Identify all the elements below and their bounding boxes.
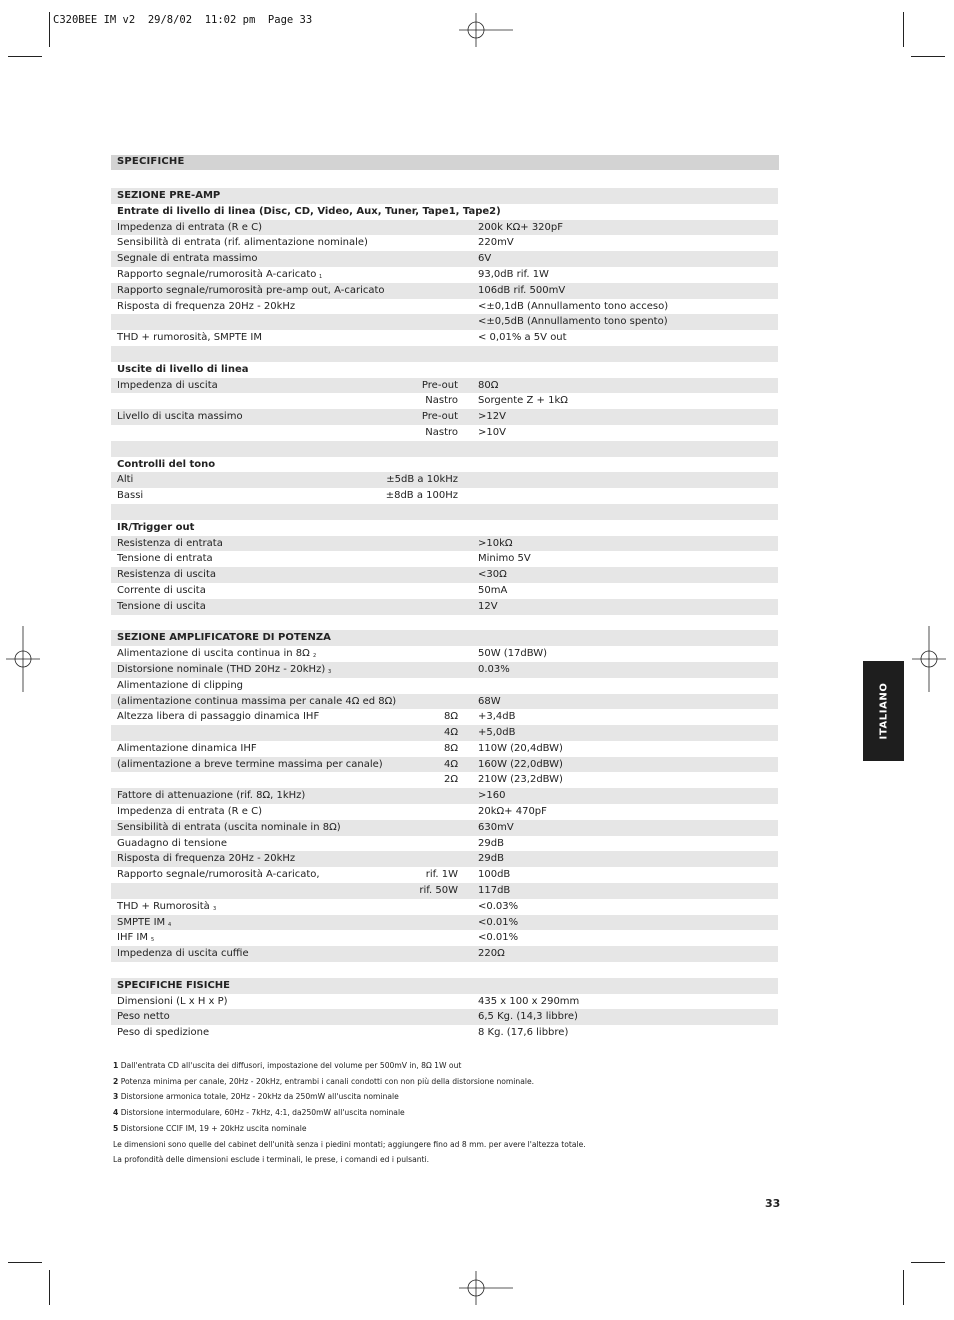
spec-row xyxy=(111,694,778,710)
spec-value: 6,5 Kg. (14,3 libbre) xyxy=(478,1011,578,1023)
spec-row xyxy=(111,235,778,251)
footnote-ref: 5 xyxy=(151,937,155,944)
spacer-row xyxy=(111,346,778,362)
footnote-number: 3 xyxy=(113,1092,119,1102)
spec-row xyxy=(111,488,778,504)
spec-row xyxy=(111,994,778,1010)
footnote-text: Le dimensioni sono quelle del cabinet dell'unità senza i piedini montati; aggiungere fino ad 8 mm. per avere l'altezza totale. xyxy=(113,1139,586,1149)
spec-value: +3,4dB xyxy=(478,711,516,723)
spec-value: <0.01% xyxy=(478,932,519,944)
footnote-text: Distorsione armonica totale, 20Hz - 20kHz da 250mW all'uscita nominale xyxy=(120,1092,399,1102)
spec-value: 20kΩ+ 470pF xyxy=(478,806,547,818)
spec-label: Rapporto segnale/rumorosità A-caricato xyxy=(117,268,317,280)
spec-value: 220mV xyxy=(478,237,514,249)
spec-label: Alimentazione di uscita continua in 8Ω xyxy=(117,648,310,660)
crop-mark xyxy=(8,56,42,57)
footnote-text: La profondità delle dimensioni esclude i terminali, le prese, i comandi ed i pulsanti. xyxy=(113,1155,430,1165)
spec-label: Segnale di entrata massimo xyxy=(117,253,258,265)
footnote xyxy=(113,1058,773,1074)
spec-value: 435 x 100 x 290mm xyxy=(478,995,580,1007)
spec-label: Bassi xyxy=(117,490,144,502)
spec-value: 220Ω xyxy=(478,948,505,960)
spec-label: IR/Trigger out xyxy=(117,521,195,533)
crop-mark xyxy=(903,1270,904,1305)
spec-label: Guadagno di tensione xyxy=(117,837,227,849)
spec-value: <0.03% xyxy=(478,900,519,912)
spacer-row xyxy=(111,504,778,520)
spec-row xyxy=(111,678,778,694)
spec-label: Impedenza di entrata (R e C) xyxy=(117,221,263,233)
spec-label: Dimensioni (L x H x P) xyxy=(117,995,228,1007)
spec-value: 110W (20,4dBW) xyxy=(478,742,563,754)
spec-label: Rapporto segnale/rumorosità pre-amp out, A-caricato xyxy=(117,284,385,296)
spec-row xyxy=(111,930,778,946)
spec-row xyxy=(111,836,778,852)
footnote-text: Dall'entrata CD all'uscita dei diffusori, impostazione del volume per 500mV in, 8Ω 1W out xyxy=(120,1061,462,1070)
spec-condition: Pre-out xyxy=(421,411,458,423)
spec-row xyxy=(111,472,778,488)
section-heading xyxy=(111,188,778,204)
spec-row xyxy=(111,788,778,804)
spec-label: Tensione di entrata xyxy=(117,553,213,565)
spec-value: < 0,01% a 5V out xyxy=(478,332,567,344)
subsection-heading xyxy=(111,520,778,536)
spec-label: Impedenza di entrata (R e C) xyxy=(117,806,263,818)
spec-row xyxy=(111,551,778,567)
spec-label: Alti xyxy=(117,474,134,486)
subsection-heading xyxy=(111,362,778,378)
spec-row xyxy=(111,567,778,583)
registration-mark-icon xyxy=(459,13,513,47)
spec-label: Risposta di frequenza 20Hz - 20kHz xyxy=(117,300,296,312)
spec-value: +5,0dB xyxy=(478,727,516,739)
spacer-row xyxy=(111,615,778,631)
spec-label: Sensibilità di entrata (uscita nominale in 8Ω) xyxy=(117,821,341,833)
spec-row xyxy=(111,646,778,662)
section-heading xyxy=(111,978,778,994)
footnote-text: Potenza minima per canale, 20Hz - 20kHz, entrambi i canali condotti con non più della distorsione nominale. xyxy=(120,1076,535,1086)
spec-label: Rapporto segnale/rumorosità A-caricato, xyxy=(117,869,320,881)
spec-value: 93,0dB rif. 1W xyxy=(478,268,549,280)
spec-value: 8 Kg. (17,6 libbre) xyxy=(478,1027,569,1039)
spec-row xyxy=(111,741,778,757)
page-number: 33 xyxy=(765,1197,781,1210)
page-title: SPECIFICHE xyxy=(117,156,185,167)
subsection-heading xyxy=(111,204,778,220)
spec-row xyxy=(111,899,778,915)
spec-value: >10kΩ xyxy=(478,537,513,549)
spec-row xyxy=(111,267,778,283)
crop-mark xyxy=(49,12,50,47)
spec-row xyxy=(111,883,778,899)
spec-row xyxy=(111,662,778,678)
spec-row xyxy=(111,220,778,236)
crop-mark xyxy=(49,1270,50,1305)
spec-label: THD + rumorosità, SMPTE IM xyxy=(117,332,262,344)
footnote-ref: 3 xyxy=(328,668,332,675)
spec-row xyxy=(111,409,778,425)
footnote-ref: 3 xyxy=(213,905,217,912)
footnote xyxy=(113,1089,773,1105)
language-tab xyxy=(863,661,904,761)
spec-row xyxy=(111,536,778,552)
footnote xyxy=(113,1152,773,1168)
spec-value: 68W xyxy=(478,695,501,707)
spec-condition: rif. 1W xyxy=(425,869,458,881)
spec-label: Sensibilità di entrata (rif. alimentazione nominale) xyxy=(117,237,368,249)
spec-value: <0.01% xyxy=(478,916,519,928)
spec-label: Altezza libera di passaggio dinamica IHF xyxy=(117,711,320,723)
spec-label: Impedenza di uscita cuffie xyxy=(117,948,249,960)
footnote xyxy=(113,1137,773,1153)
spec-value: 117dB xyxy=(478,885,511,897)
footnote-text: Distorsione intermodulare, 60Hz - 7kHz, 4:1, da250mW all'uscita nominale xyxy=(120,1108,405,1118)
spec-condition: ±8dB a 100Hz xyxy=(385,490,458,502)
spec-row xyxy=(111,283,778,299)
spec-value: 160W (22,0dBW) xyxy=(478,758,563,770)
spec-row xyxy=(111,425,778,441)
spec-condition: Nastro xyxy=(425,426,458,438)
registration-mark-icon xyxy=(459,1271,513,1305)
spec-label: Resistenza di uscita xyxy=(117,569,216,581)
footnote-ref: 1 xyxy=(319,273,323,280)
spec-label: SPECIFICHE FISICHE xyxy=(117,979,231,991)
spec-label: Resistenza di entrata xyxy=(117,537,223,549)
print-slug: C320BEE IM v2 29/8/02 11:02 pm Page 33 xyxy=(53,14,313,26)
spec-row xyxy=(111,851,778,867)
section-heading xyxy=(111,630,778,646)
spec-value: 12V xyxy=(478,600,498,612)
registration-mark-icon xyxy=(912,626,946,692)
spec-row xyxy=(111,299,778,315)
spec-condition: 2Ω xyxy=(443,774,458,786)
spec-row xyxy=(111,1025,778,1041)
spec-row xyxy=(111,314,778,330)
spec-label: Corrente di uscita xyxy=(117,584,206,596)
spec-row xyxy=(111,772,778,788)
footnote-text: Distorsione CCIF IM, 19 + 20kHz uscita nominale xyxy=(120,1123,307,1133)
spec-row xyxy=(111,330,778,346)
crop-mark xyxy=(911,56,945,57)
spec-row xyxy=(111,725,778,741)
spec-value: 6V xyxy=(478,253,492,265)
spec-value: >10V xyxy=(478,426,506,438)
spec-value: 80Ω xyxy=(478,379,499,391)
spec-label: Alimentazione dinamica IHF xyxy=(117,742,257,754)
spec-label: IHF IM xyxy=(117,932,148,944)
spec-label: Fattore di attenuazione (rif. 8Ω, 1kHz) xyxy=(117,790,306,802)
footnote-number: 2 xyxy=(113,1076,119,1086)
spec-value: 210W (23,2dBW) xyxy=(478,774,563,786)
spec-label: Livello di uscita massimo xyxy=(117,411,243,423)
spec-row xyxy=(111,1009,778,1025)
spec-row xyxy=(111,915,778,931)
spec-value: <30Ω xyxy=(478,569,507,581)
specs-header-bar xyxy=(111,155,779,170)
spec-value: 29dB xyxy=(478,837,504,849)
spec-condition: 4Ω xyxy=(443,758,458,770)
spec-label: Impedenza di uscita xyxy=(117,379,218,391)
spec-row xyxy=(111,709,778,725)
footnote-number: 5 xyxy=(113,1123,119,1133)
spec-condition: Nastro xyxy=(425,395,458,407)
spec-label: SEZIONE AMPLIFICATORE DI POTENZA xyxy=(117,632,331,644)
crop-mark xyxy=(911,1262,945,1263)
spec-label: (alimentazione continua massima per canale 4Ω ed 8Ω) xyxy=(117,695,397,707)
spec-value: >12V xyxy=(478,411,506,423)
spec-condition: rif. 50W xyxy=(419,885,458,897)
spec-value: 0.03% xyxy=(478,663,510,675)
spec-table xyxy=(111,188,778,1041)
spec-label: Uscite di livello di linea xyxy=(117,363,249,375)
spec-condition: Pre-out xyxy=(421,379,458,391)
spec-row xyxy=(111,378,778,394)
spec-label: SEZIONE PRE-AMP xyxy=(117,190,221,201)
spacer-row xyxy=(111,962,778,978)
crop-mark xyxy=(8,1262,42,1263)
spec-row xyxy=(111,757,778,773)
spec-row xyxy=(111,804,778,820)
spec-condition: ±5dB a 10kHz xyxy=(386,474,458,486)
footnote-number: 4 xyxy=(113,1108,119,1118)
spec-value: 630mV xyxy=(478,821,514,833)
spec-row xyxy=(111,583,778,599)
spec-condition: 8Ω xyxy=(443,711,458,723)
spec-value: Minimo 5V xyxy=(478,553,531,565)
spec-value: 100dB xyxy=(478,869,511,881)
spec-value: <±0,1dB (Annullamento tono acceso) xyxy=(478,300,669,312)
spec-row xyxy=(111,867,778,883)
spec-label: SMPTE IM xyxy=(117,916,166,928)
spec-row xyxy=(111,599,778,615)
spec-label: Peso netto xyxy=(117,1011,170,1023)
spec-label: Entrate di livello di linea (Disc, CD, Video, Aux, Tuner, Tape1, Tape2) xyxy=(117,205,501,217)
spec-label: THD + Rumorosità xyxy=(117,900,210,912)
spec-row xyxy=(111,946,778,962)
spec-value: 50mA xyxy=(478,584,508,596)
footnote-ref: 2 xyxy=(313,653,317,660)
spec-value: 200k KΩ+ 320pF xyxy=(478,221,563,233)
spacer-row xyxy=(111,441,778,457)
language-tab-label: ITALIANO xyxy=(878,682,889,740)
registration-mark-icon xyxy=(6,626,40,692)
spec-value: 50W (17dBW) xyxy=(478,648,548,660)
spec-value: Sorgente Z + 1kΩ xyxy=(478,395,568,407)
spec-row xyxy=(111,251,778,267)
footnote xyxy=(113,1074,773,1090)
spec-label: Alimentazione di clipping xyxy=(117,679,244,691)
spec-condition: 4Ω xyxy=(443,727,458,739)
subsection-heading xyxy=(111,457,778,473)
footnotes xyxy=(113,1058,773,1168)
spec-value: <±0,5dB (Annullamento tono spento) xyxy=(478,316,668,328)
footnote-ref: 4 xyxy=(168,921,172,928)
spec-label: Controlli del tono xyxy=(117,458,216,470)
spec-label: Distorsione nominale (THD 20Hz - 20kHz) xyxy=(117,663,326,675)
spec-label: Peso di spedizione xyxy=(117,1027,210,1039)
footnote-number: 1 xyxy=(113,1061,119,1070)
spec-row xyxy=(111,820,778,836)
spec-label: (alimentazione a breve termine massima per canale) xyxy=(117,758,383,770)
spec-value: 29dB xyxy=(478,853,504,865)
spec-row xyxy=(111,393,778,409)
footnote xyxy=(113,1121,773,1137)
spec-value: 106dB rif. 500mV xyxy=(478,284,566,296)
spec-value: >160 xyxy=(478,790,506,802)
spec-label: Risposta di frequenza 20Hz - 20kHz xyxy=(117,853,296,865)
crop-mark xyxy=(903,12,904,47)
spec-label: Tensione di uscita xyxy=(117,600,206,612)
spec-condition: 8Ω xyxy=(443,742,458,754)
footnote xyxy=(113,1105,773,1121)
